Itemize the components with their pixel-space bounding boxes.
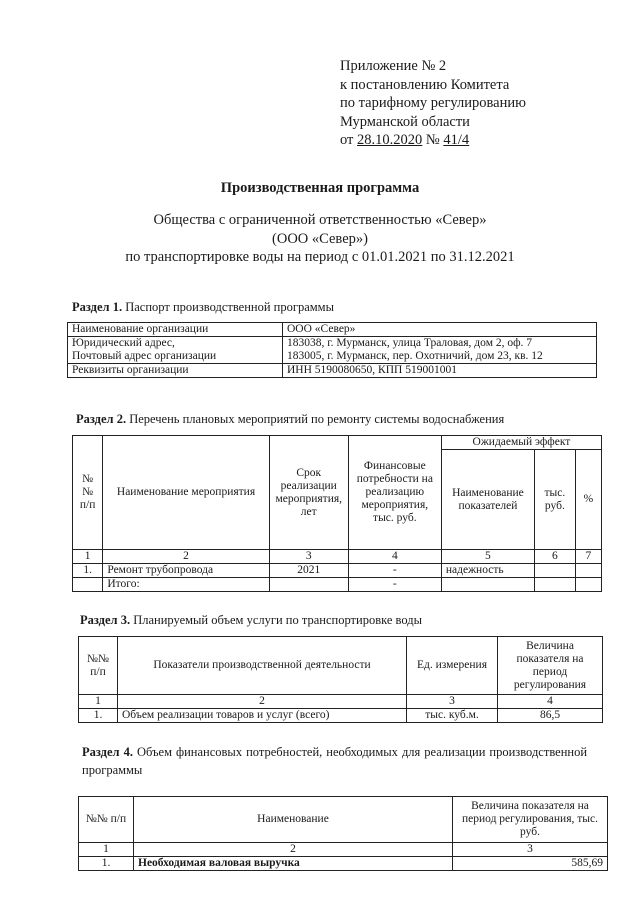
table-cell: - <box>348 564 441 578</box>
table-row <box>68 364 597 378</box>
section3-label: Раздел 3. <box>80 613 131 627</box>
table-row <box>79 637 603 695</box>
table-cell: Наименование организации <box>68 323 283 337</box>
table-cell <box>68 337 283 364</box>
table-cell: Ремонт трубопровода <box>103 564 269 578</box>
table-cell: Необходимая валовая выручка <box>134 857 453 871</box>
section1-title: Паспорт производственной программы <box>125 300 334 314</box>
table-cell <box>534 564 575 578</box>
table-header-cell: Наименование <box>134 797 453 843</box>
table-cell: 3 <box>269 550 348 564</box>
table-header-cell: Наименование мероприятия <box>103 436 269 550</box>
section4-title: Объем финансовых потребностей, необходимых для реализации производственной программы <box>82 745 588 777</box>
table-cell: 5 <box>441 550 534 564</box>
section2-table <box>72 435 602 592</box>
table-cell: надежность <box>441 564 534 578</box>
table-cell <box>575 578 601 592</box>
table-cell: 2021 <box>269 564 348 578</box>
appendix-line-1: Приложение № 2 <box>340 58 447 74</box>
document-title: Производственная программа <box>220 180 420 196</box>
section1-label: Раздел 1. <box>72 300 123 314</box>
appendix-header <box>340 57 526 150</box>
table-header-cell: Срок реализации мероприятия, лет <box>269 436 348 550</box>
table-header-cell: Величина показателя на период регулирования, тыс. руб. <box>453 797 608 843</box>
section1-heading <box>72 300 334 315</box>
table-cell: 6 <box>534 550 575 564</box>
table-cell: 585,69 <box>453 857 608 871</box>
table-row <box>68 337 597 364</box>
table-cell: Объем реализации товаров и услуг (всего) <box>118 709 407 723</box>
cell-line: Почтовый адрес организации <box>72 350 217 362</box>
table-row <box>73 578 602 592</box>
appendix-number-label: № <box>425 132 440 148</box>
table-header-cell: №№ п/п <box>73 436 103 550</box>
table-header-cell: №№ п/п <box>79 797 134 843</box>
table-cell <box>441 578 534 592</box>
table-header-cell: Финансовые потребности на реализацию мероприятия, тыс. руб. <box>348 436 441 550</box>
section2-title: Перечень плановых мероприятий по ремонту системы водоснабжения <box>129 412 505 426</box>
table-row <box>73 564 602 578</box>
table-row <box>79 843 608 857</box>
section3-title: Планируемый объем услуги по транспортировке воды <box>133 613 423 627</box>
table-cell: 1. <box>79 857 134 871</box>
table-cell: 86,5 <box>498 709 603 723</box>
cell-line: Юридический адрес, <box>72 337 175 349</box>
table-cell: тыс. куб.м. <box>407 709 498 723</box>
table-cell: 4 <box>498 695 603 709</box>
appendix-date: 28.10.2020 <box>357 132 423 148</box>
table-cell: 7 <box>575 550 601 564</box>
table-cell <box>534 578 575 592</box>
section4-label: Раздел 4. <box>82 745 133 759</box>
table-cell: - <box>348 578 441 592</box>
table-header-cell: Величина показателя на период регулирования <box>498 637 603 695</box>
table-cell: 2 <box>134 843 453 857</box>
table-cell: Итого: <box>103 578 269 592</box>
table-cell: 1 <box>73 550 103 564</box>
document-subtitle <box>0 211 640 267</box>
table-cell: 4 <box>348 550 441 564</box>
section4-table <box>78 796 608 871</box>
subtitle-line-3: по транспортировке воды на период с 01.01.2021 по 31.12.2021 <box>125 249 515 265</box>
table-header-cell: % <box>575 450 601 550</box>
subtitle-line-2: (ООО «Север») <box>272 230 368 247</box>
section2-label: Раздел 2. <box>76 412 127 426</box>
table-header-cell: Ед. измерения <box>407 637 498 695</box>
table-cell: 2 <box>118 695 407 709</box>
table-row <box>73 436 602 450</box>
table-cell: Реквизиты организации <box>68 364 283 378</box>
table-header-cell: Наименование показателей <box>441 450 534 550</box>
table-cell: 1. <box>73 564 103 578</box>
appendix-date-line <box>340 131 526 150</box>
section2-heading <box>76 412 504 427</box>
table-cell: 1. <box>79 709 118 723</box>
appendix-line-3: по тарифному регулированию <box>340 95 526 111</box>
table-cell <box>575 564 601 578</box>
table-row <box>68 323 597 337</box>
table-cell <box>73 578 103 592</box>
table-cell: 2 <box>103 550 269 564</box>
cell-line: 183005, г. Мурманск, пер. Охотничий, дом 23, кв. 12 <box>287 350 543 362</box>
table-cell <box>269 578 348 592</box>
section3-heading <box>80 613 422 628</box>
section4-heading <box>82 743 587 779</box>
table-row <box>79 709 603 723</box>
table-cell: 1 <box>79 843 134 857</box>
table-header-cell: Ожидаемый эффект <box>441 436 601 450</box>
cell-line: 183038, г. Мурманск, улица Траловая, дом 2, оф. 7 <box>287 337 533 349</box>
appendix-line-4: Мурманской области <box>340 113 470 130</box>
appendix-number: 41/4 <box>443 132 470 148</box>
table-header-cell: тыс. руб. <box>534 450 575 550</box>
table-row <box>79 695 603 709</box>
table-cell: 1 <box>79 695 118 709</box>
table-row <box>79 797 608 843</box>
table-header-cell: №№ п/п <box>79 637 118 695</box>
table-cell: ООО «Север» <box>283 323 597 337</box>
table-cell: ИНН 5190080650, КПП 519001001 <box>283 364 597 378</box>
appendix-line-2: к постановлению Комитета <box>340 76 510 93</box>
appendix-from-label: от <box>340 132 354 148</box>
table-row <box>73 550 602 564</box>
table-cell: 3 <box>453 843 608 857</box>
subtitle-line-1: Общества с ограниченной ответственностью «Север» <box>153 212 487 228</box>
table-row <box>79 857 608 871</box>
table-header-cell: Показатели производственной деятельности <box>118 637 407 695</box>
table-cell <box>283 337 597 364</box>
section1-table <box>67 322 597 378</box>
section3-table <box>78 636 603 723</box>
table-cell: 3 <box>407 695 498 709</box>
